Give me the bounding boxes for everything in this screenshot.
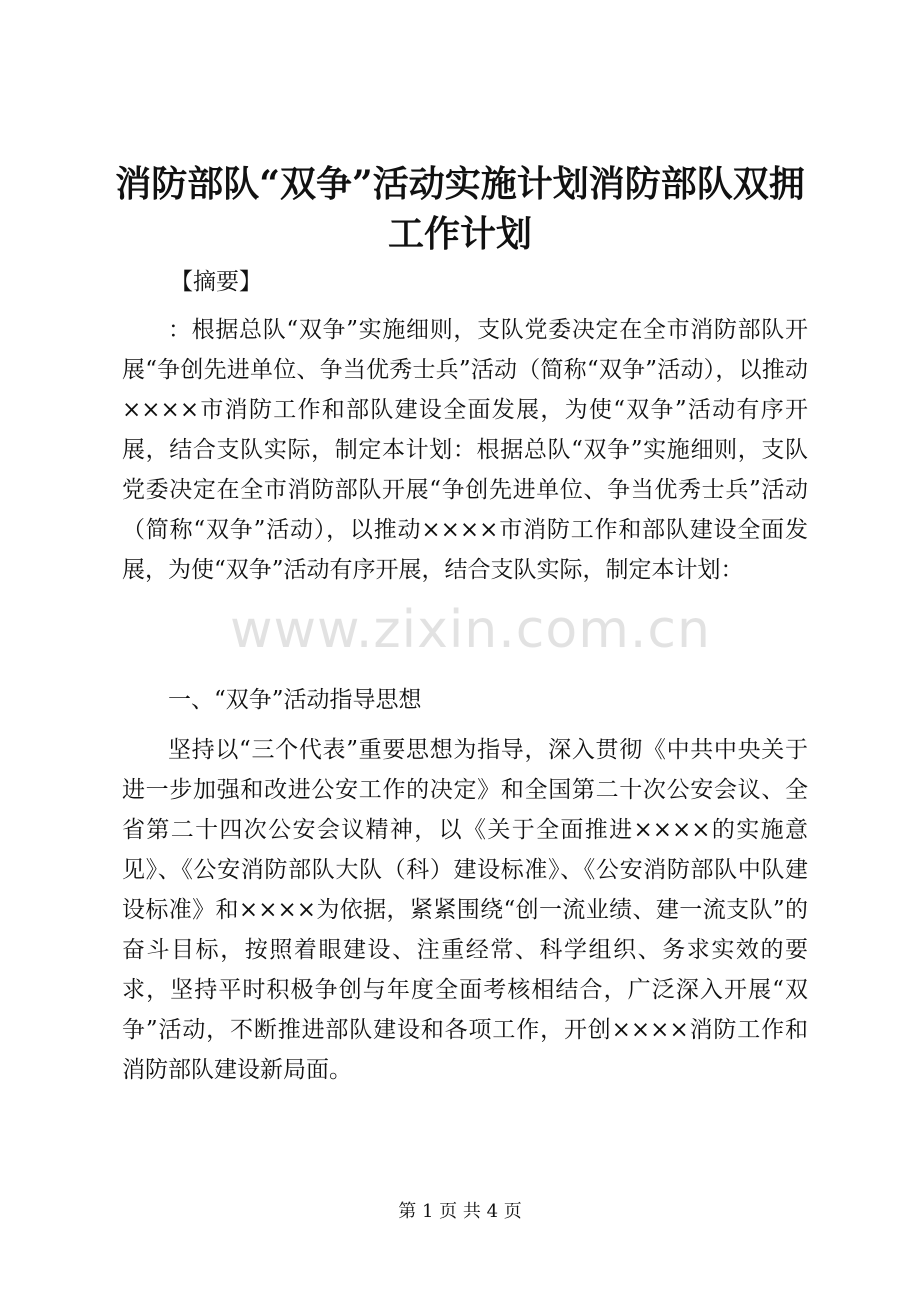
abstract-heading: 【摘要】 <box>170 269 262 295</box>
document-title-line-2: 工作计划 <box>387 213 532 255</box>
section-1-paragraph: 坚持以“三个代表”重要思想为指导，深入贯彻《中共中央关于进一步加强和改进公安工作的决定》和全国第二十次公安会议、全省第二十四次公安会议精神，以《关于全面推进××××的实施意见》、《公安消防部队大队（科）建设标准》、《公安消防部队中队建设标准》和××××为依据，紧紧围绕“创一流业绩、建一流支队”的奋斗目标，按照着眼建设、注重经常、科学组织、务求实效的要求，坚持平时积极争创与年度全面考核相结合，广泛深入开展“双争”活动，不断推进部队建设和各项工作，开创××××消防工作和消防部队建设新局面。 <box>122 737 808 1083</box>
document-title-line-1: 消防部队“双争”活动实施计划消防部队双拥 <box>115 163 805 205</box>
section-1-heading: 一、“双争”活动指导思想 <box>168 687 422 713</box>
page-footer: 第 1 页 共 4 页 <box>398 1201 522 1222</box>
watermark: www.zixin.com.cn <box>230 600 711 660</box>
abstract-paragraph: ：根据总队“双争”实施细则，支队党委决定在全市消防部队开展“争创先进单位、争当优秀士兵”活动（简称“双争”活动），以推动××××市消防工作和部队建设全面发展，为使“双争”活动有序开展，结合支队实际，制定本计划：根据总队“双争”实施细则，支队党委决定在全市消防部队开展“争创先进单位、争当优秀士兵”活动（简称“双争”活动），以推动××××市消防工作和部队建设全面发展，为使“双争”活动有序开展，结合支队实际，制定本计划： <box>122 317 808 583</box>
